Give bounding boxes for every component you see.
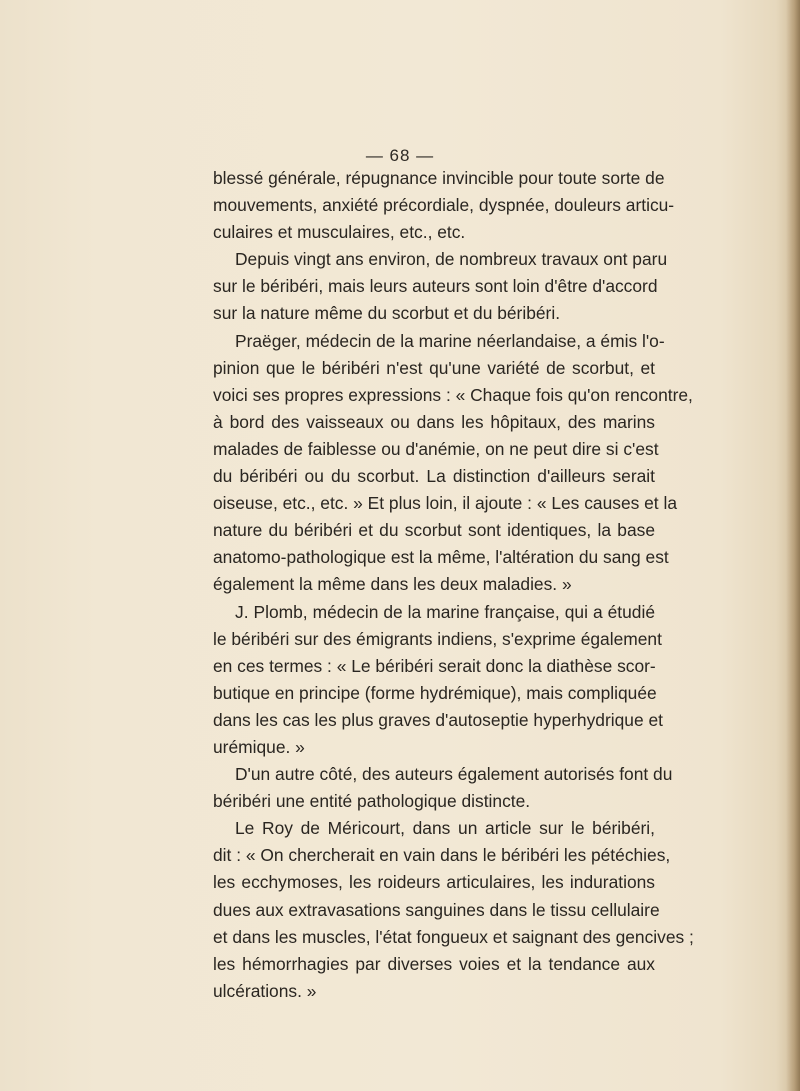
text-line: le béribéri sur des émigrants indiens, s'exprime également [213,628,662,649]
text-line: sur la nature même du scorbut et du béribéri. [213,303,561,324]
text-line: dit : « On chercherait en vain dans le béribéri les pétéchies, [213,845,671,866]
text-line: les hémorrhagies par diverses voies et la tendance aux [213,953,655,974]
text-line: à bord des vaisseaux ou dans les hôpitaux, des marins [213,411,655,432]
text-line: ulcérations. » [213,980,317,1001]
text-line: et dans les muscles, l'état fongueux et saignant des gencives ; [213,926,694,947]
text-line: butique en principe (forme hydrémique), mais compliquée [213,682,657,703]
text-line: culaires et musculaires, etc., etc. [213,222,466,243]
text-line: mouvements, anxiété précordiale, dyspnée, douleurs articu- [213,195,675,216]
text-line: malades de faiblesse ou d'anémie, on ne peut dire si c'est [213,438,659,459]
text-line: urémique. » [213,736,305,757]
text-line: béribéri une entité pathologique distincte. [213,791,531,812]
text-line: Le Roy de Méricourt, dans un article sur le béribéri, [235,818,655,839]
text-line: du béribéri ou du scorbut. La distinction d'ailleurs serait [213,466,655,487]
text-line: nature du béribéri et du scorbut sont identiques, la base [213,520,655,541]
text-line: oiseuse, etc., etc. » Et plus loin, il ajoute : « Les causes et la [213,493,678,514]
text-line: Depuis vingt ans environ, de nombreux travaux ont paru [235,249,668,270]
text-line: voici ses propres expressions : « Chaque fois qu'on rencontre, [213,384,693,405]
text-line: sur le béribéri, mais leurs auteurs sont loin d'être d'accord [213,276,658,297]
text-line: en ces termes : « Le béribéri serait donc la diathèse scor- [213,655,656,676]
text-line: anatomo-pathologique est la même, l'altération du sang est [213,547,669,568]
text-line: D'un autre côté, des auteurs également autorisés font du [235,764,673,785]
text-line: J. Plomb, médecin de la marine française, qui a étudié [235,601,655,622]
text-line: dans les cas les plus graves d'autoseptie hyperhydrique et [213,709,663,730]
text-line: les ecchymoses, les roideurs articulaires, les indurations [213,872,655,893]
page-number: — 68 — [365,146,435,165]
body-text [213,165,694,1005]
text-line: pinion que le béribéri n'est qu'une variété de scorbut, et [213,357,655,378]
text-line: Praëger, médecin de la marine néerlandaise, a émis l'o- [235,330,665,351]
text-line: blessé générale, répugnance invincible pour toute sorte de [213,168,665,188]
text-line: également la même dans les deux maladies. » [213,574,572,595]
text-line: dues aux extravasations sanguines dans le tissu cellulaire [213,899,660,920]
